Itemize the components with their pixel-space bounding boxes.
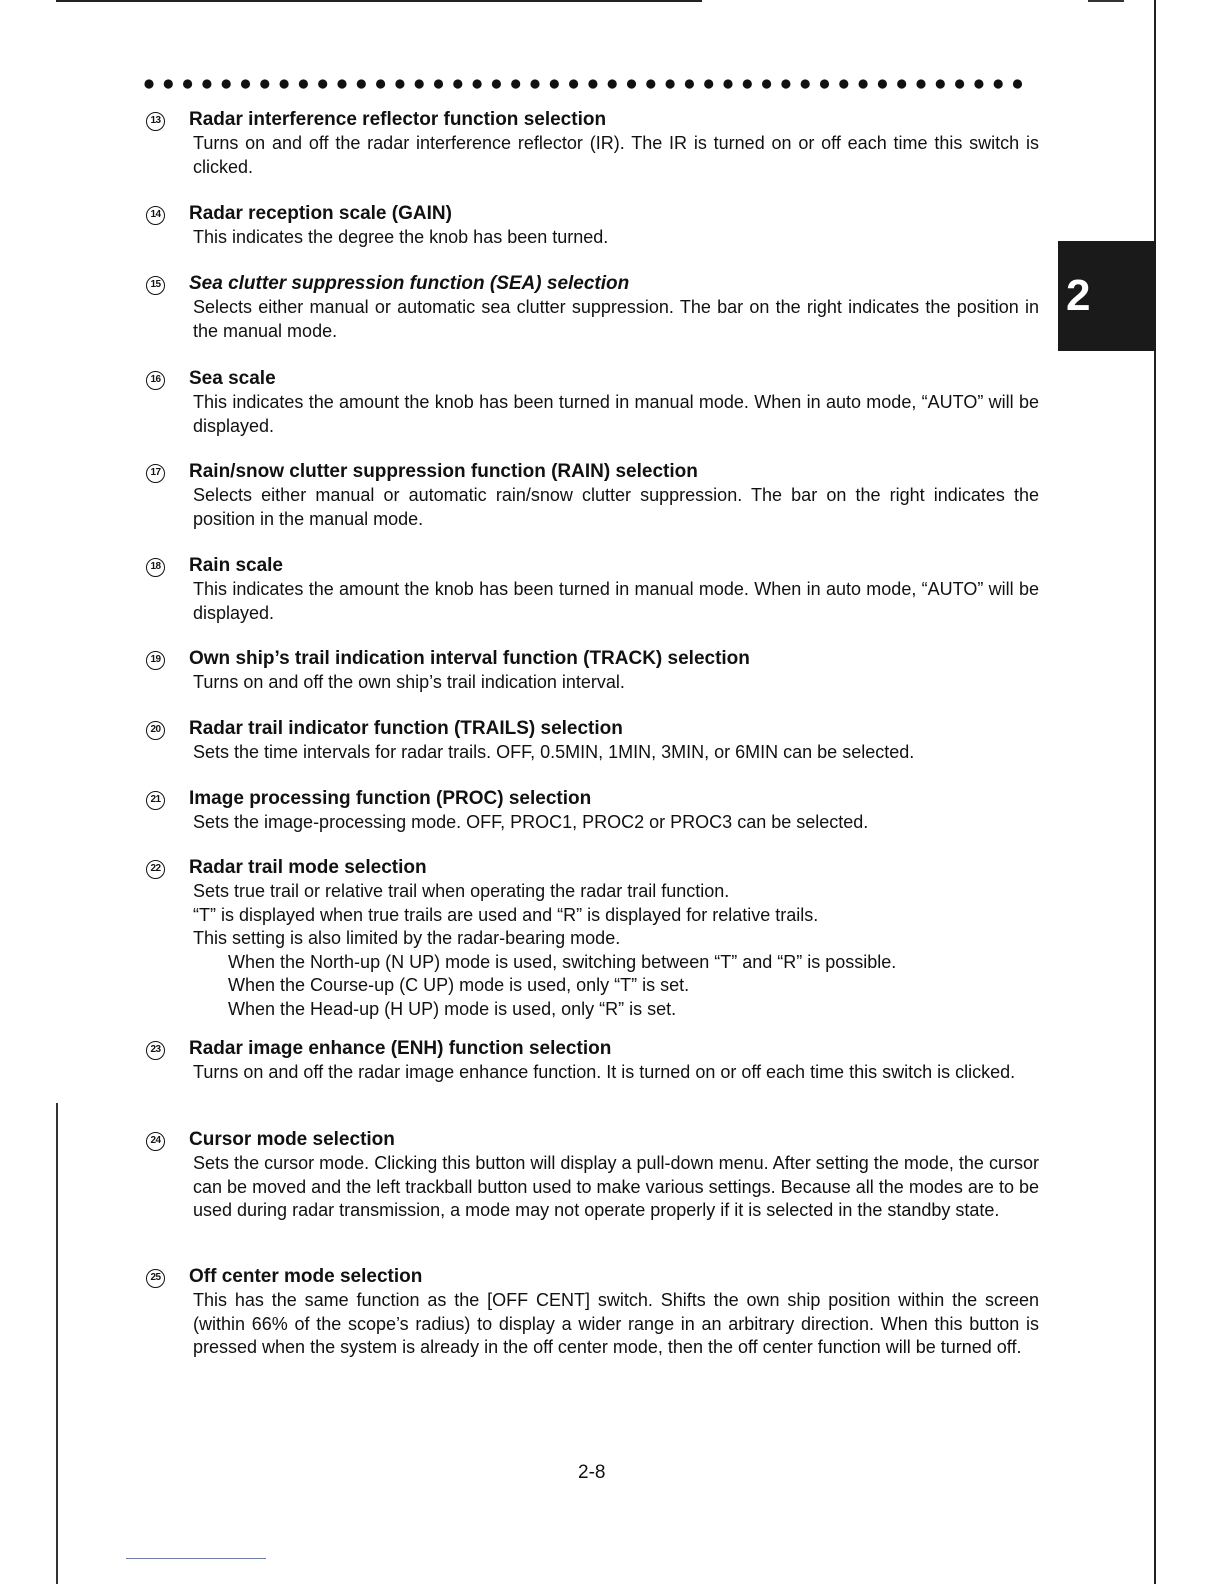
- item-body: [193, 741, 1039, 765]
- separator-dot: [569, 79, 578, 88]
- separator-dot: [859, 79, 868, 88]
- chapter-tab: 2: [1058, 241, 1156, 351]
- item-number-badge: 21: [146, 791, 165, 810]
- separator-dot: [164, 79, 173, 88]
- separator-dot: [241, 79, 250, 88]
- separator-dot: [1013, 79, 1022, 88]
- separator-dot: [955, 79, 964, 88]
- item-number-badge: 17: [146, 464, 165, 483]
- separator-dot: [743, 79, 752, 88]
- separator-dot: [434, 79, 443, 88]
- item-title: Radar trail mode selection: [189, 857, 427, 878]
- top-rule-right: [1088, 0, 1124, 2]
- item-paragraph: This indicates the amount the knob has been turned in manual mode. When in auto mode, “AUTO” will be displayed.: [193, 579, 1039, 623]
- item-body: [193, 226, 1039, 250]
- separator-dot: [492, 79, 501, 88]
- separator-dot: [588, 79, 597, 88]
- item-paragraph: Sets true trail or relative trail when operating the radar trail function.: [193, 881, 730, 901]
- separator-dot: [781, 79, 790, 88]
- separator-dot: [646, 79, 655, 88]
- separator-dot: [530, 79, 539, 88]
- separator-dot: [704, 79, 713, 88]
- item-title: Rain/snow clutter suppression function (RAIN) selection: [189, 461, 698, 482]
- item-body: [193, 132, 1039, 179]
- item-paragraph-indented: When the Head-up (H UP) mode is used, only “R” is set.: [228, 998, 677, 1019]
- item-title: Sea scale: [189, 368, 276, 389]
- separator-dot: [357, 79, 366, 88]
- item-title: Image processing function (PROC) selection: [189, 788, 592, 809]
- separator-dot: [260, 79, 269, 88]
- separator-dot: [994, 79, 1003, 88]
- separator-dot: [550, 79, 559, 88]
- item-paragraph: Turns on and off the radar image enhance function. It is turned on or off each time this switch is clicked.: [193, 1062, 1016, 1082]
- separator-dot: [723, 79, 732, 88]
- item-paragraph: This indicates the amount the knob has been turned in manual mode. When in auto mode, “AUTO” will be displayed.: [193, 392, 1039, 436]
- right-margin-rule: [1154, 0, 1156, 1584]
- separator-dot: [299, 79, 308, 88]
- item-number-badge: 19: [146, 651, 165, 670]
- item-number-badge: 20: [146, 721, 165, 740]
- item-body: [193, 1289, 1039, 1360]
- item-number-badge: 15: [146, 276, 165, 295]
- separator-dot: [222, 79, 231, 88]
- separator-dot: [473, 79, 482, 88]
- separator-dot: [280, 79, 289, 88]
- separator-dot: [395, 79, 404, 88]
- left-margin-rule: [56, 1103, 58, 1584]
- item-title: Radar image enhance (ENH) function selection: [189, 1038, 612, 1059]
- item-title: Rain scale: [189, 555, 283, 576]
- item-paragraph: Sets the cursor mode. Clicking this button will display a pull-down menu. After setting the mode, the cursor can be moved and the left trackball button used to make various settings. Because all the modes are to be used during radar transmission, a mode may not operate properly if it is selected in the standby state.: [193, 1153, 1039, 1220]
- item-body: [193, 1061, 1039, 1085]
- page-number: 2-8: [578, 1462, 606, 1483]
- item-number-badge: 22: [146, 860, 165, 879]
- item-paragraph: Sets the time intervals for radar trails. OFF, 0.5MIN, 1MIN, 3MIN, or 6MIN can be selected.: [193, 742, 915, 762]
- item-number-badge: 16: [146, 371, 165, 390]
- separator-dot: [974, 79, 983, 88]
- separator-dot: [897, 79, 906, 88]
- item-body: [193, 296, 1039, 343]
- bottom-rule: [126, 1558, 266, 1559]
- item-paragraph: Selects either manual or automatic rain/snow clutter suppression. The bar on the right indicates the position in the manual mode.: [193, 485, 1039, 529]
- item-body: [193, 578, 1039, 625]
- separator-dot: [415, 79, 424, 88]
- separator-dot: [820, 79, 829, 88]
- item-body: [193, 484, 1039, 531]
- separator-dot: [144, 79, 153, 88]
- item-body: [193, 391, 1039, 438]
- item-title: Off center mode selection: [189, 1266, 423, 1287]
- item-number-badge: 24: [146, 1132, 165, 1151]
- item-number-badge: 25: [146, 1269, 165, 1288]
- separator-dot: [839, 79, 848, 88]
- separator-dot: [511, 79, 520, 88]
- item-number-badge: 13: [146, 112, 165, 131]
- separator-dot: [936, 79, 945, 88]
- item-paragraph: Selects either manual or automatic sea clutter suppression. The bar on the right indicates the position in the manual mode.: [193, 297, 1039, 341]
- item-number-badge: 18: [146, 558, 165, 577]
- separator-dot: [183, 79, 192, 88]
- item-paragraph: This has the same function as the [OFF CENT] switch. Shifts the own ship position within the screen (within 66% of the scope’s radius) to display a wider range in an arbitrary direction. When this button is pressed when the system is already in the off center mode, then the off center function will be turned off.: [193, 1290, 1039, 1357]
- separator-dot: [337, 79, 346, 88]
- separator-dot: [762, 79, 771, 88]
- item-number-badge: 23: [146, 1041, 165, 1060]
- item-paragraph: Turns on and off the own ship’s trail indication interval.: [193, 672, 625, 692]
- separator-dot: [801, 79, 810, 88]
- item-body: [193, 811, 1039, 835]
- dotted-separator: [144, 72, 1034, 96]
- separator-dot: [376, 79, 385, 88]
- item-title: Own ship’s trail indication interval function (TRACK) selection: [189, 648, 750, 669]
- item-title: Radar trail indicator function (TRAILS) selection: [189, 718, 623, 739]
- top-rule: [56, 0, 702, 2]
- separator-dot: [318, 79, 327, 88]
- item-title: Cursor mode selection: [189, 1129, 395, 1150]
- separator-dot: [608, 79, 617, 88]
- separator-dot: [627, 79, 636, 88]
- item-title: Radar reception scale (GAIN): [189, 203, 452, 224]
- separator-dot: [202, 79, 211, 88]
- item-paragraph-indented: When the Course-up (C UP) mode is used, only “T” is set.: [228, 975, 690, 995]
- item-number-badge: 14: [146, 206, 165, 225]
- item-body: [193, 1152, 1039, 1223]
- item-body: [193, 671, 1039, 695]
- item-paragraph: Turns on and off the radar interference reflector (IR). The IR is turned on or off each time this switch is clicked.: [193, 133, 1039, 177]
- item-body: [193, 880, 1039, 1021]
- separator-dot: [453, 79, 462, 88]
- item-title: Sea clutter suppression function (SEA) selection: [189, 273, 630, 294]
- separator-dot: [666, 79, 675, 88]
- item-paragraph: “T” is displayed when true trails are used and “R” is displayed for relative trails.: [193, 904, 819, 925]
- item-paragraph: Sets the image-processing mode. OFF, PROC1, PROC2 or PROC3 can be selected.: [193, 812, 869, 832]
- separator-dot: [878, 79, 887, 88]
- item-paragraph-indented: When the North-up (N UP) mode is used, switching between “T” and “R” is possible.: [228, 951, 897, 972]
- item-title: Radar interference reflector function selection: [189, 109, 607, 130]
- separator-dot: [685, 79, 694, 88]
- separator-dot: [916, 79, 925, 88]
- item-paragraph: This setting is also limited by the radar-bearing mode.: [193, 928, 621, 948]
- item-paragraph: This indicates the degree the knob has been turned.: [193, 227, 609, 247]
